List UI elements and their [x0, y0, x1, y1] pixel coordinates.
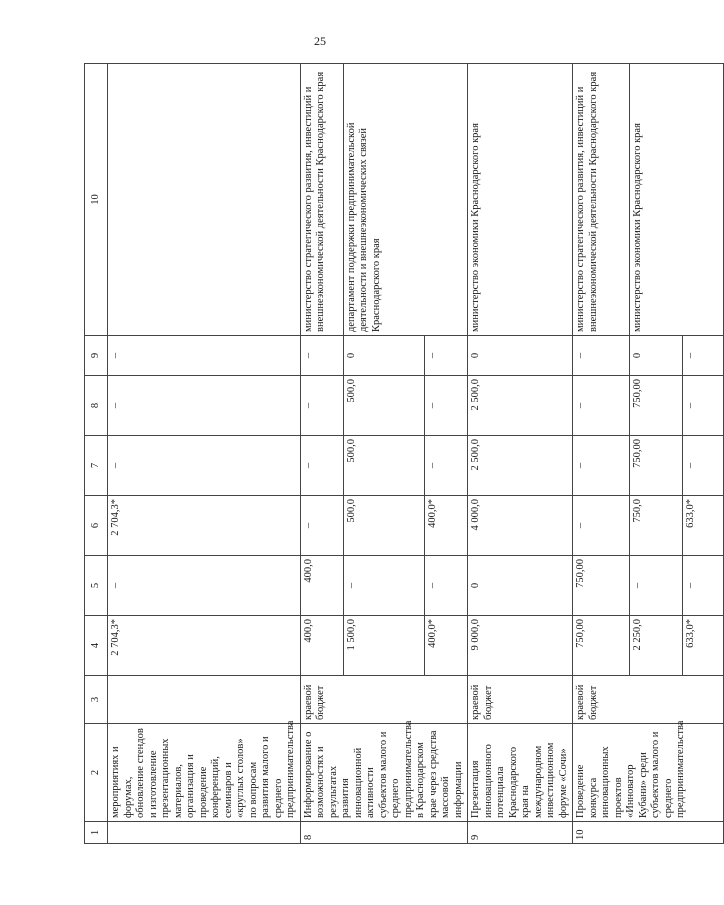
row10-source: краевой бюджет: [573, 676, 724, 724]
rotated-table-container: [84, 64, 696, 844]
row7-year4: –: [108, 376, 301, 436]
header-col-1: 1: [85, 822, 108, 844]
row10c-result: –: [683, 336, 724, 376]
row10-number: 10: [573, 822, 724, 844]
row8-number: 8: [300, 822, 468, 844]
header-col-2: 2: [85, 724, 108, 822]
row8b-year2: 500,0: [343, 496, 425, 556]
row9-year2: 4 000,0: [468, 496, 573, 556]
row9-activity: Презентация инновационного потенциала Краснодарского края на международном инвестиционном форуме «Сочи»: [468, 724, 573, 822]
header-col-8: 8: [85, 376, 108, 436]
row10c-total: 633,0*: [683, 616, 724, 676]
program-table: [84, 63, 724, 844]
row10c-year2: 633,0*: [683, 496, 724, 556]
row10c-year3: –: [683, 436, 724, 496]
row8c-total: 400,0*: [425, 616, 468, 676]
row10a-year2: –: [573, 496, 630, 556]
row7-activity: мероприятиях и форумах, обновление стендов и изготовление презентационных материалов, организация и проведение конференций, семинаров и «круглых столов» по вопросам развития малого и среднего предпринимательства: [108, 724, 301, 822]
row10a-result: –: [573, 336, 630, 376]
header-col-5: 5: [85, 556, 108, 616]
table-row-7-continued: [108, 64, 301, 844]
row8a-year1: 400,0: [300, 556, 343, 616]
row9-number: 9: [468, 822, 573, 844]
row8c-year1: –: [425, 556, 468, 616]
header-col-3: 3: [85, 676, 108, 724]
table-row-10a: [573, 64, 630, 844]
row10a-year1: 750,00: [573, 556, 630, 616]
row7-total: 2 704,3*: [108, 616, 301, 676]
row8a-executor: министерство стратегического развития, инвестиций и внешнеэкономической деятельности Краснодарского края: [300, 64, 343, 336]
row8a-result: –: [300, 336, 343, 376]
row8a-year3: –: [300, 436, 343, 496]
header-col-4: 4: [85, 616, 108, 676]
row9-result: 0: [468, 336, 573, 376]
table-row-9: [468, 64, 573, 844]
row7-number: [108, 822, 301, 844]
row10b-total: 2 250,0: [630, 616, 683, 676]
row7-result: –: [108, 336, 301, 376]
row10b-executor: министерство экономики Краснодарского края: [630, 64, 724, 336]
row8b-executor: департамент поддержки предпринимательской деятельности и внешнеэкономических связей Краснодарского края: [343, 64, 468, 336]
row9-source: краевой бюджет: [468, 676, 573, 724]
header-col-7: 7: [85, 436, 108, 496]
row7-year1: –: [108, 556, 301, 616]
header-row: [85, 64, 108, 844]
row7-executor: [108, 64, 301, 336]
row10c-year4: –: [683, 376, 724, 436]
row8b-total: 1 500,0: [343, 616, 425, 676]
row9-year3: 2 500,0: [468, 436, 573, 496]
row8-activity: Информирование о возможностях и результатах развития инновационной активности субъектов малого и среднего предпринимательства в Краснодарском крае через средства массовой информации: [300, 724, 468, 822]
row7-year3: –: [108, 436, 301, 496]
row10-activity: Проведение конкурса инновационных проектов «Инноватор Кубани» среди субъектов малого и среднего предпринимательства: [573, 724, 724, 822]
row9-executor: министерство экономики Краснодарского края: [468, 64, 573, 336]
row8b-result: 0: [343, 336, 425, 376]
row8c-year4: –: [425, 376, 468, 436]
row10b-year1: –: [630, 556, 683, 616]
header-col-9: 9: [85, 336, 108, 376]
row7-year2: 2 704,3*: [108, 496, 301, 556]
row8-source: краевой бюджет: [300, 676, 468, 724]
row10b-result: 0: [630, 336, 683, 376]
row10c-year1: –: [683, 556, 724, 616]
header-col-10: 10: [85, 64, 108, 336]
row8b-year4: 500,0: [343, 376, 425, 436]
row10b-year4: 750,00: [630, 376, 683, 436]
row8c-year2: 400,0*: [425, 496, 468, 556]
row8b-year1: –: [343, 556, 425, 616]
row9-total: 9 000,0: [468, 616, 573, 676]
table-row-8a: [300, 64, 343, 844]
row8c-year3: –: [425, 436, 468, 496]
row10a-total: 750,00: [573, 616, 630, 676]
row8a-year2: –: [300, 496, 343, 556]
row10a-year4: –: [573, 376, 630, 436]
row10b-year3: 750,00: [630, 436, 683, 496]
row9-year1: 0: [468, 556, 573, 616]
row9-year4: 2 500,0: [468, 376, 573, 436]
row8a-total: 400,0: [300, 616, 343, 676]
page-number: 25: [314, 34, 326, 48]
row8b-year3: 500,0: [343, 436, 425, 496]
row8a-year4: –: [300, 376, 343, 436]
row10a-executor: министерство стратегического развития, инвестиций и внешнеэкономической деятельности Краснодарского края: [573, 64, 630, 336]
row8c-result: –: [425, 336, 468, 376]
row10b-year2: 750,0: [630, 496, 683, 556]
row10a-year3: –: [573, 436, 630, 496]
header-col-6: 6: [85, 496, 108, 556]
row7-source: [108, 676, 301, 724]
